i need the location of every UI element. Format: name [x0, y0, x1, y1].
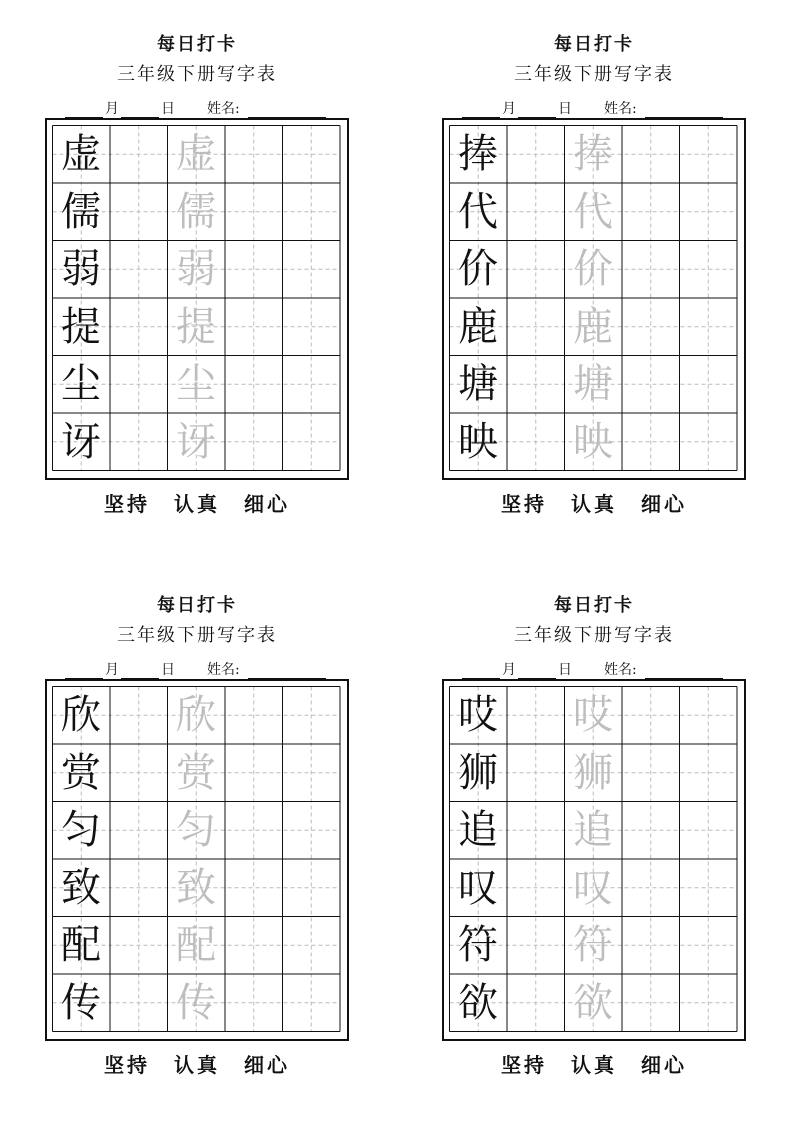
writing-grid: [442, 118, 746, 480]
card-subtitle: 三年级下册写字表: [117, 625, 277, 646]
model-character: 欣: [61, 692, 101, 738]
motto-word: 坚持: [501, 1053, 547, 1077]
model-character: 弱: [61, 246, 101, 292]
practice-card: [442, 34, 746, 524]
model-character: 符: [458, 922, 498, 968]
trace-character: 提: [176, 303, 216, 350]
trace-character: 捧: [573, 131, 613, 177]
trace-character: 狮: [573, 749, 613, 796]
trace-character: 赏: [176, 749, 216, 796]
month-label: 月: [502, 662, 516, 678]
model-character: 映: [458, 418, 498, 465]
model-character: 虚: [61, 131, 101, 177]
name-label: 姓名:: [207, 662, 240, 678]
motto-word: 细心: [641, 492, 687, 516]
trace-character: 代: [573, 188, 613, 235]
model-character: 配: [61, 922, 101, 968]
card-title: 每日打卡: [157, 34, 237, 55]
motto-word: 认真: [571, 1053, 617, 1077]
trace-character: 传: [176, 979, 216, 1026]
month-blank[interactable]: [462, 664, 500, 679]
trace-character: 符: [573, 922, 613, 968]
day-label: 日: [558, 101, 572, 117]
motto-word: 细心: [244, 1053, 290, 1077]
card-subtitle: 三年级下册写字表: [514, 64, 674, 85]
month-blank[interactable]: [65, 103, 103, 118]
name-blank[interactable]: [248, 664, 326, 679]
trace-character: 讶: [176, 418, 216, 465]
day-blank[interactable]: [518, 664, 556, 679]
trace-character: 弱: [176, 246, 216, 292]
writing-grid: [442, 679, 746, 1041]
model-character: 叹: [458, 864, 498, 911]
trace-character: 叹: [573, 864, 613, 911]
model-character: 传: [61, 979, 101, 1026]
model-character: 代: [458, 188, 498, 235]
model-character: 匀: [61, 807, 101, 853]
writing-grid: [45, 118, 349, 480]
name-blank[interactable]: [248, 103, 326, 118]
day-blank[interactable]: [121, 103, 159, 118]
trace-character: 价: [573, 246, 613, 292]
practice-card: [45, 595, 349, 1085]
date-name-line: [462, 100, 723, 118]
name-blank[interactable]: [645, 664, 723, 679]
trace-character: 欣: [176, 692, 216, 738]
model-character: 鹿: [458, 303, 498, 350]
model-character: 赏: [61, 749, 101, 796]
practice-card: [45, 34, 349, 524]
trace-character: 儒: [176, 188, 216, 235]
trace-character: 配: [176, 922, 216, 968]
motto-word: 细心: [641, 1053, 687, 1077]
model-character: 追: [458, 807, 498, 853]
card-subtitle: 三年级下册写字表: [514, 625, 674, 646]
model-character: 捧: [458, 131, 498, 177]
motto-word: 坚持: [104, 1053, 150, 1077]
model-character: 尘: [61, 361, 101, 407]
name-label: 姓名:: [604, 662, 637, 678]
trace-character: 尘: [176, 361, 216, 407]
motto: [442, 492, 746, 516]
day-blank[interactable]: [518, 103, 556, 118]
trace-character: 鹿: [573, 303, 613, 350]
trace-character: 匀: [176, 807, 216, 853]
date-name-line: [65, 661, 326, 679]
trace-character: 塘: [573, 361, 613, 407]
motto-word: 认真: [174, 1053, 220, 1077]
month-label: 月: [502, 101, 516, 117]
motto-word: 细心: [244, 492, 290, 516]
model-character: 狮: [458, 749, 498, 796]
motto: [442, 1053, 746, 1077]
model-character: 欲: [458, 979, 498, 1026]
trace-character: 欲: [573, 979, 613, 1026]
practice-card: [442, 595, 746, 1085]
day-label: 日: [558, 662, 572, 678]
card-title: 每日打卡: [157, 595, 237, 616]
name-blank[interactable]: [645, 103, 723, 118]
motto-word: 坚持: [501, 492, 547, 516]
model-character: 讶: [61, 418, 101, 465]
motto-word: 坚持: [104, 492, 150, 516]
model-character: 塘: [458, 361, 498, 407]
card-title: 每日打卡: [554, 595, 634, 616]
month-label: 月: [105, 101, 119, 117]
trace-character: 虚: [176, 131, 216, 177]
writing-grid: [45, 679, 349, 1041]
model-character: 提: [61, 303, 101, 350]
model-character: 儒: [61, 188, 101, 235]
trace-character: 映: [573, 418, 613, 465]
trace-character: 追: [573, 807, 613, 853]
date-name-line: [462, 661, 723, 679]
model-character: 哎: [458, 692, 498, 738]
day-blank[interactable]: [121, 664, 159, 679]
card-subtitle: 三年级下册写字表: [117, 64, 277, 85]
month-blank[interactable]: [65, 664, 103, 679]
motto-word: 认真: [571, 492, 617, 516]
model-character: 价: [458, 246, 498, 292]
name-label: 姓名:: [604, 101, 637, 117]
model-character: 致: [61, 864, 101, 911]
month-blank[interactable]: [462, 103, 500, 118]
date-name-line: [65, 100, 326, 118]
trace-character: 哎: [573, 692, 613, 738]
motto-word: 认真: [174, 492, 220, 516]
day-label: 日: [161, 101, 175, 117]
day-label: 日: [161, 662, 175, 678]
motto: [45, 492, 349, 516]
name-label: 姓名:: [207, 101, 240, 117]
trace-character: 致: [176, 864, 216, 911]
month-label: 月: [105, 662, 119, 678]
motto: [45, 1053, 349, 1077]
card-title: 每日打卡: [554, 34, 634, 55]
